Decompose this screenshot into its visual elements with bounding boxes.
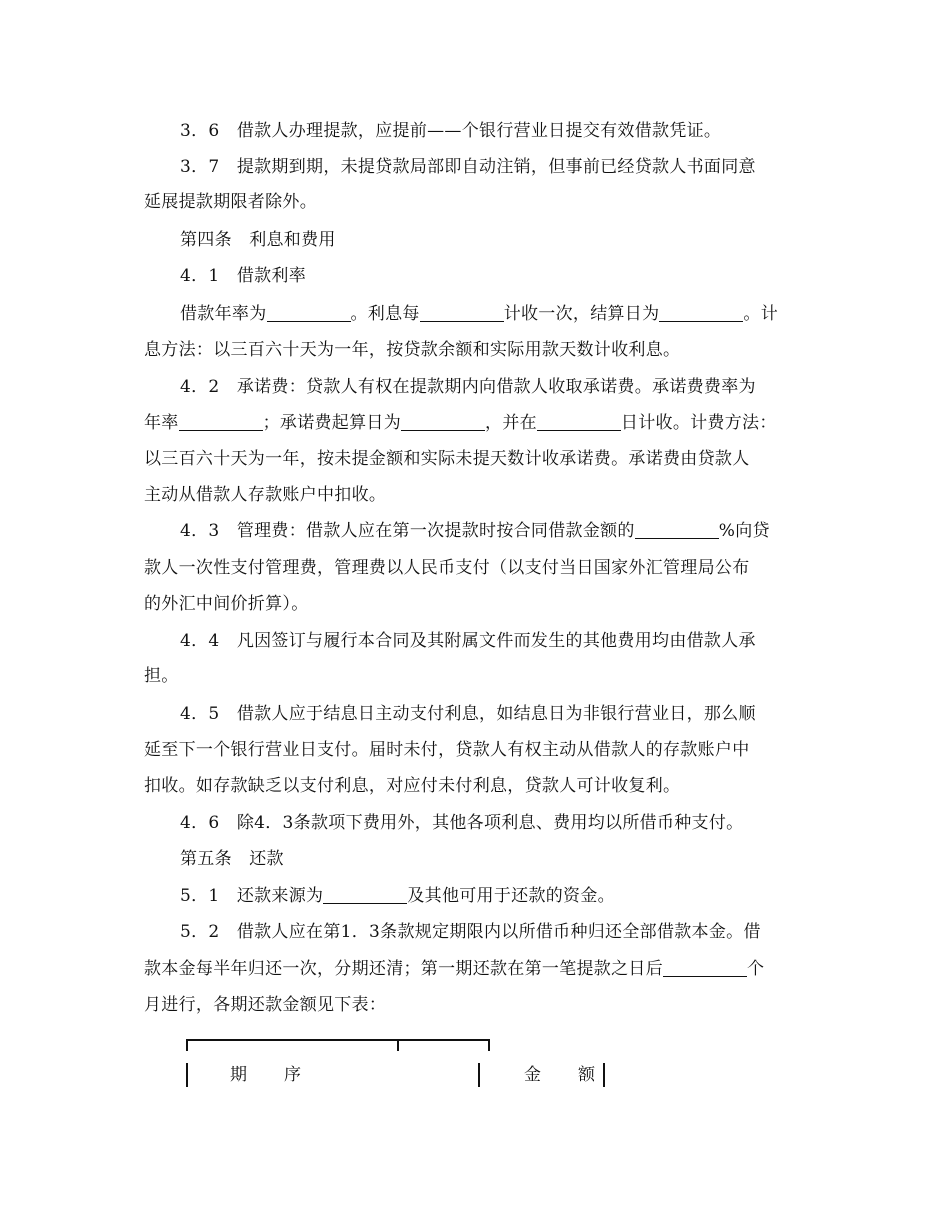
clause-4-2-line3: 以三百六十天为一年，按未提金额和实际未提天数计收承诺费。承诺费由贷款人 bbox=[144, 449, 750, 469]
blank-settlement-date bbox=[659, 301, 743, 322]
table-row-middle-border bbox=[478, 1063, 480, 1087]
clause-4-2-line2: 年率 ；承诺费起算日为 ，并在 日计收。计费方法： bbox=[144, 405, 804, 441]
blank-commitment-day bbox=[537, 410, 621, 431]
clause-3-6: 3．6 借款人办理提款，应提前——个银行营业日提交有效借款凭证。 bbox=[180, 121, 722, 141]
clause-4-1-heading: 4．1 借款利率 bbox=[180, 266, 307, 286]
clause-4-6: 4．6 除4．3条款项下费用外，其他各项利息、费用均以所借币种支付。 bbox=[180, 813, 744, 833]
clause-5-2-line2: 款本金每半年归还一次，分期还清；第一期还款在第一笔提款之日后 个 bbox=[144, 951, 804, 987]
clause-4-1-method: 息方法：以三百六十天为一年，按贷款余额和实际用款天数计收利息。 bbox=[144, 340, 681, 360]
blank-repayment-source bbox=[323, 883, 407, 904]
clause-4-4-line2: 担。 bbox=[144, 666, 179, 686]
clause-4-1-rate-line: 借款年率为 。利息每 计收一次，结算日为 。计 bbox=[180, 296, 804, 332]
clause-4-5-line3: 扣收。如存款缺乏以支付利息，对应付未付利息，贷款人可计收复利。 bbox=[144, 776, 681, 796]
table-row-left-border bbox=[186, 1063, 188, 1087]
clause-4-3-line3: 的外汇中间价折算）。 bbox=[144, 594, 309, 614]
clause-4-4: 4．4 凡因签订与履行本合同及其附属文件而发生的其他费用均由借款人承 bbox=[180, 631, 756, 651]
blank-interest-period bbox=[420, 301, 504, 322]
clause-4-5: 4．5 借款人应于结息日主动支付利息，如结息日为非银行营业日，那么顺 bbox=[180, 704, 756, 724]
clause-4-3: 4．3 管理费：借款人应在第一次提款时按合同借款金额的 %向贷 bbox=[180, 513, 804, 549]
clause-3-7-cont: 延展提款期限者除外。 bbox=[144, 192, 317, 212]
clause-4-5-line2: 延至下一个银行营业日支付。届时未付，贷款人有权主动从借款人的存款账户中 bbox=[144, 740, 750, 760]
clause-5-1: 5．1 还款来源为 及其他可用于还款的资金。 bbox=[180, 878, 804, 914]
clause-5-2-line3: 月进行，各期还款金额见下表： bbox=[144, 995, 387, 1015]
blank-management-fee-pct bbox=[635, 518, 719, 539]
blank-first-repayment-months bbox=[663, 956, 747, 977]
clause-4-3-line2: 款人一次性支付管理费，管理费以人民币支付（以支付当日国家外汇管理局公布 bbox=[144, 558, 750, 578]
blank-commitment-rate bbox=[179, 410, 263, 431]
clause-5-2: 5．2 借款人应在第1．3条款规定期限内以所借币种归还全部借款本金。借 bbox=[180, 922, 761, 942]
clause-4-2-line4: 主动从借款人存款账户中扣收。 bbox=[144, 485, 387, 505]
clause-3-7: 3．7 提款期到期，未提贷款局部即自动注销，但事前已经贷款人书面同意 bbox=[180, 157, 756, 177]
repayment-table-top-border bbox=[186, 1039, 490, 1051]
table-header-amount: 金 额 bbox=[524, 1065, 596, 1085]
article-5-heading: 第五条 还款 bbox=[180, 849, 284, 869]
table-header-period: 期 序 bbox=[230, 1065, 302, 1085]
blank-annual-rate bbox=[267, 301, 351, 322]
table-row-right-border bbox=[603, 1063, 605, 1087]
article-4-heading: 第四条 利息和费用 bbox=[180, 230, 336, 250]
blank-commitment-start bbox=[401, 410, 485, 431]
clause-4-2: 4．2 承诺费：贷款人有权在提款期内向借款人收取承诺费。承诺费费率为 bbox=[180, 377, 756, 397]
repayment-table-column-divider bbox=[397, 1039, 399, 1051]
